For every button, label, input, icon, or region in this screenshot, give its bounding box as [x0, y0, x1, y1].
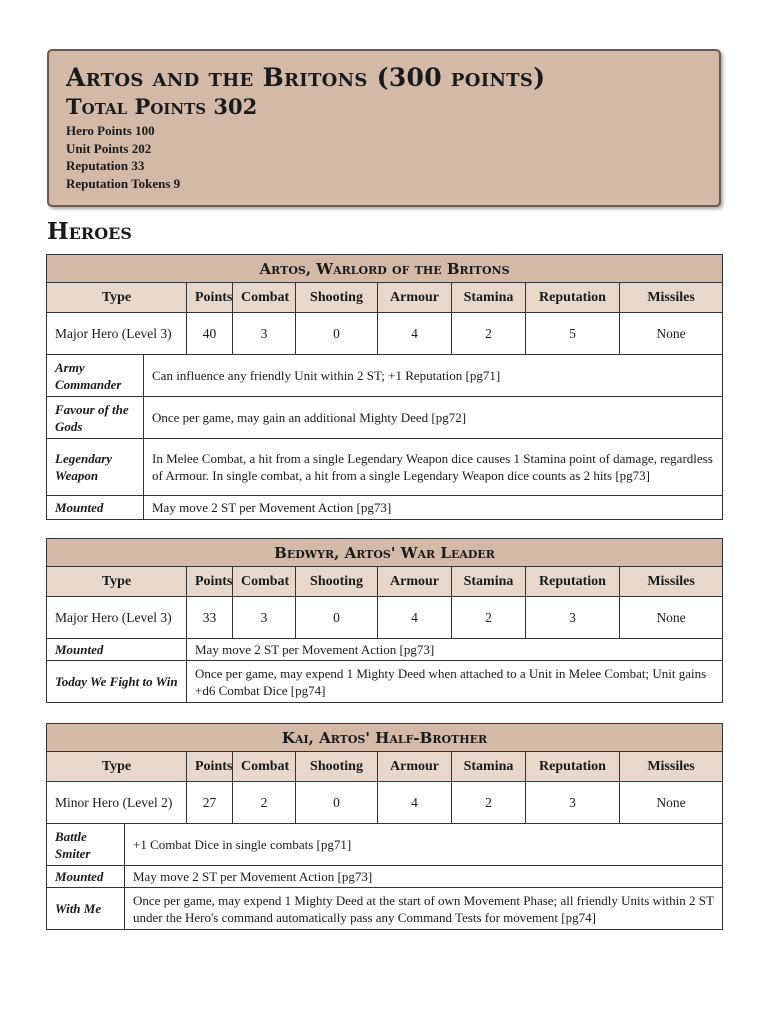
header-stamina: Stamina — [452, 283, 526, 313]
hero-points-value: 40 — [187, 313, 233, 355]
header-reputation: Reputation — [526, 752, 620, 782]
hero-shooting-value: 0 — [296, 597, 378, 639]
hero-stamina-value: 2 — [452, 313, 526, 355]
hero-stamina-value: 2 — [452, 782, 526, 824]
header-reputation: Reputation — [526, 283, 620, 313]
header-combat: Combat — [233, 283, 296, 313]
header-armour: Armour — [378, 567, 452, 597]
header-shooting: Shooting — [296, 283, 378, 313]
rule-name: Mounted — [47, 639, 187, 661]
rule-text: May move 2 ST per Movement Action [pg73] — [144, 496, 723, 520]
rule-name: Mounted — [47, 496, 144, 520]
hero-type: Major Hero (Level 3) — [47, 313, 187, 355]
hero-missiles-value: None — [620, 782, 723, 824]
hero-armour-value: 4 — [378, 597, 452, 639]
header-missiles: Missiles — [620, 283, 723, 313]
header-shooting: Shooting — [296, 752, 378, 782]
hero-shooting-value: 0 — [296, 313, 378, 355]
reputation-tokens: Reputation Tokens 9 — [66, 175, 181, 191]
unit-points: Unit Points 202 — [66, 140, 152, 156]
rule-text: +1 Combat Dice in single combats [pg71] — [125, 824, 723, 866]
hero-combat-value: 3 — [233, 597, 296, 639]
rule-name: Today We Fight to Win — [47, 661, 187, 703]
hero-points-value: 27 — [187, 782, 233, 824]
header-stamina: Stamina — [452, 567, 526, 597]
header-type: Type — [47, 567, 187, 597]
hero-name: Bedwyr, Artos' War Leader — [47, 539, 723, 567]
hero-shooting-value: 0 — [296, 782, 378, 824]
hero-type: Major Hero (Level 3) — [47, 597, 187, 639]
rule-name: With Me — [47, 888, 125, 930]
reputation: Reputation 33 — [66, 158, 145, 173]
rule-text: Once per game, may gain an additional Mighty Deed [pg72] — [144, 397, 723, 439]
hero-reputation-value: 3 — [526, 782, 620, 824]
rule-name: Army Commander — [47, 355, 144, 397]
hero-name: Kai, Artos' Half-Brother — [47, 724, 723, 752]
hero-points: Hero Points 100 — [66, 123, 155, 138]
rule-text: In Melee Combat, a hit from a single Legendary Weapon dice causes 1 Stamina point of damage, regardless of Armour. In single combat, a hit from a single Legendary Weapon dice counts as 2 hits [pg73] — [144, 439, 723, 496]
hero-armour-value: 4 — [378, 782, 452, 824]
header-type: Type — [47, 752, 187, 782]
hero-stamina-value: 2 — [452, 597, 526, 639]
hero-type: Minor Hero (Level 2) — [47, 782, 187, 824]
header-combat: Combat — [233, 567, 296, 597]
hero-table-bedwyr — [46, 538, 723, 703]
header-stamina: Stamina — [452, 752, 526, 782]
hero-missiles-value: None — [620, 597, 723, 639]
hero-missiles-value: None — [620, 313, 723, 355]
hero-combat-value: 3 — [233, 313, 296, 355]
header-armour: Armour — [378, 283, 452, 313]
army-title: Artos and the Britons (300 points) — [66, 63, 546, 92]
header-missiles: Missiles — [620, 752, 723, 782]
header-points: Points — [187, 283, 233, 313]
total-points: Total Points 302 — [66, 94, 258, 119]
hero-reputation-value: 5 — [526, 313, 620, 355]
rule-text: Once per game, may expend 1 Mighty Deed when attached to a Unit in Melee Combat; Unit gains +d6 Combat Dice [pg74] — [187, 661, 723, 703]
rule-text: Once per game, may expend 1 Mighty Deed at the start of own Movement Phase; all friendly Units within 2 ST under the Hero's command automatically pass any Command Tests for movement [pg74] — [125, 888, 723, 930]
header-armour: Armour — [378, 752, 452, 782]
header-type: Type — [47, 283, 187, 313]
rule-name: Legendary Weapon — [47, 439, 144, 496]
hero-reputation-value: 3 — [526, 597, 620, 639]
hero-name: Artos, Warlord of the Britons — [47, 255, 723, 283]
rule-text: May move 2 ST per Movement Action [pg73] — [187, 639, 723, 661]
header-combat: Combat — [233, 752, 296, 782]
rule-text: Can influence any friendly Unit within 2 ST; +1 Reputation [pg71] — [144, 355, 723, 397]
rule-text: May move 2 ST per Movement Action [pg73] — [125, 866, 723, 888]
hero-combat-value: 2 — [233, 782, 296, 824]
army-summary-box — [47, 49, 721, 207]
rule-name: Mounted — [47, 866, 125, 888]
section-title-heroes: Heroes — [47, 218, 132, 245]
hero-armour-value: 4 — [378, 313, 452, 355]
header-missiles: Missiles — [620, 567, 723, 597]
hero-table-artos — [46, 254, 723, 520]
rule-name: Favour of the Gods — [47, 397, 144, 439]
rule-name: Battle Smiter — [47, 824, 125, 866]
hero-table-kai — [46, 723, 723, 930]
header-reputation: Reputation — [526, 567, 620, 597]
header-shooting: Shooting — [296, 567, 378, 597]
hero-points-value: 33 — [187, 597, 233, 639]
header-points: Points — [187, 752, 233, 782]
header-points: Points — [187, 567, 233, 597]
